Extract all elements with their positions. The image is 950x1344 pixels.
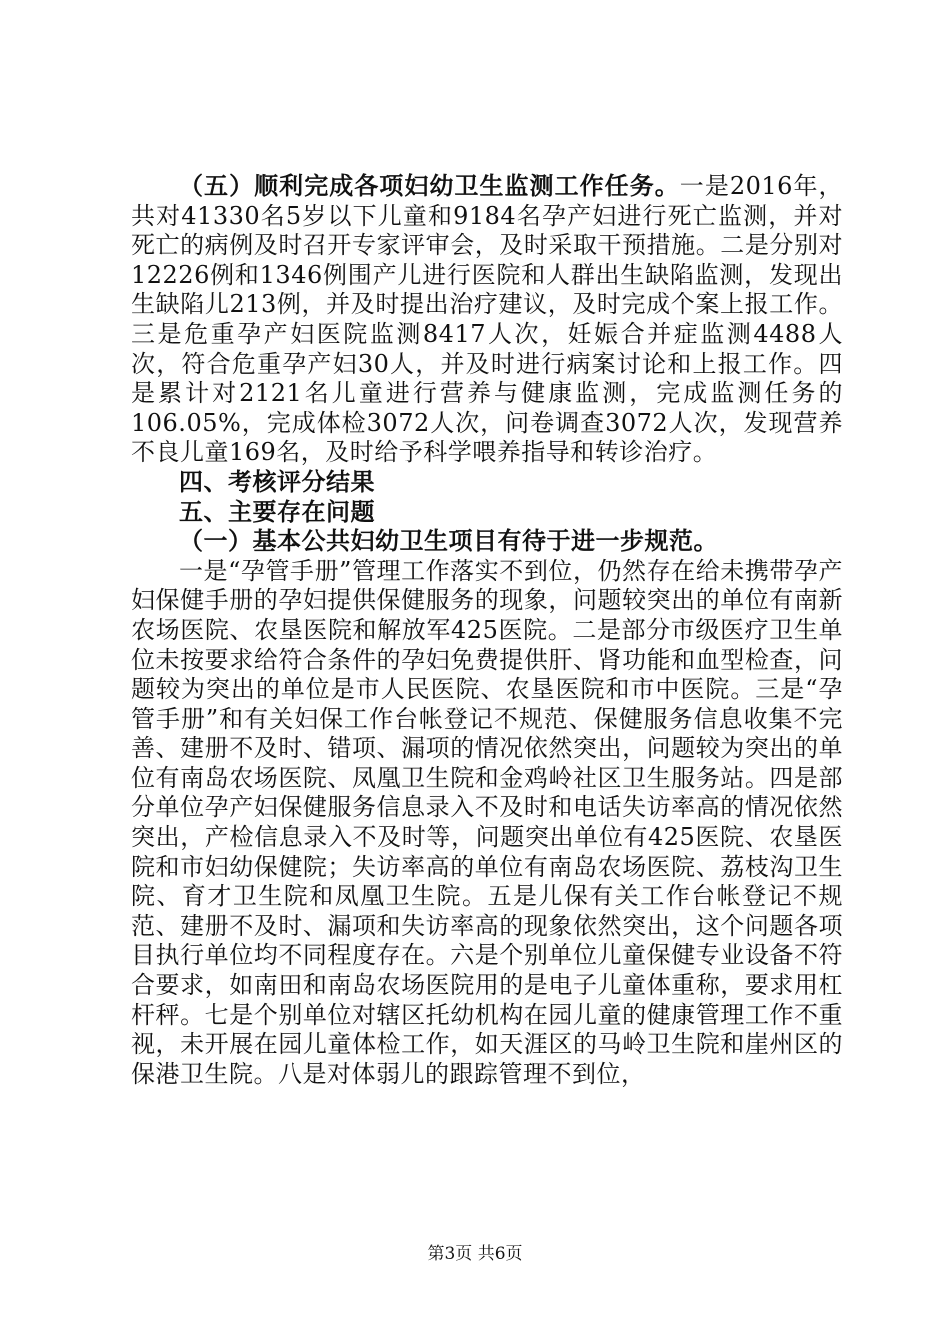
section-heading-main-problems: 五、主要存在问题 [179, 497, 375, 526]
section-heading-assessment-results: 四、考核评分结果 [179, 467, 375, 496]
subsection-heading-standardization: （一）基本公共妇幼卫生项目有待于进一步规范。 [179, 527, 718, 556]
page-number-footer: 第3页 共6页 [427, 1244, 523, 1264]
paragraph-monitoring [131, 172, 843, 468]
paragraph-text: 一是2016年，共对41330名5岁以下儿童和9184名孕产妇进行死亡监测，并对死亡的病例及时召开专家评审会，及时采取干预措施。二是分别对12226例和1346例围产儿进行医院和人群出生缺陷监测，发现出生缺陷儿213例，并及时提出治疗建议，及时完成个案上报工作。三是危重孕产妇医院监测8417人次，妊娠合并症监测4488人次，符合危重孕产妇30人，并及时进行病案讨论和上报工作。四是累计对2121名儿童进行营养与健康监测，完成监测任务的106.05%，完成体检3072人次，问卷调查3072人次，发现营养不良儿童169名，及时给予科学喂养指导和转诊治疗。 [131, 172, 844, 467]
paragraph-problems: 一是“孕管手册”管理工作落实不到位，仍然存在给未携带孕产妇保健手册的孕妇提供保健服务的现象，问题较突出的单位有南新农场医院、农垦医院和解放军425医院。二是部分市级医疗卫生单位未按要求给符合条件的孕妇免费提供肝、肾功能和血型检查，问题较为突出的单位是市人民医院、农垦医院和市中医院。三是“孕管手册”和有关妇保工作台帐登记不规范、保健服务信息收集不完善、建册不及时、错项、漏项的情况依然突出，问题较为突出的单位有南岛农场医院、凤凰卫生院和金鸡岭社区卫生服务站。四是部分单位孕产妇保健服务信息录入不及时和电话失访率高的情况依然突出，产检信息录入不及时等，问题突出单位有425医院、农垦医院和市妇幼保健院；失访率高的单位有南岛农场医院、荔枝沟卫生院、育才卫生院和凤凰卫生院。五是儿保有关工作台帐登记不规范、建册不及时、漏项和失访率高的现象依然突出，这个问题各项目执行单位均不同程度存在。六是个别单位儿童保健专业设备不符合要求，如南田和南岛农场医院用的是电子儿童体重称，要求用杠杆秤。七是个别单位对辖区托幼机构在园儿童的健康管理工作不重视，未开展在园儿童体检工作，如天涯区的马岭卫生院和崖州区的保港卫生院。八是对体弱儿的跟踪管理不到位， [131, 556, 843, 1088]
paragraph-lead-heading: （五）顺利完成各项妇幼卫生监测工作任务。 [179, 172, 680, 200]
document-body [131, 172, 843, 1089]
